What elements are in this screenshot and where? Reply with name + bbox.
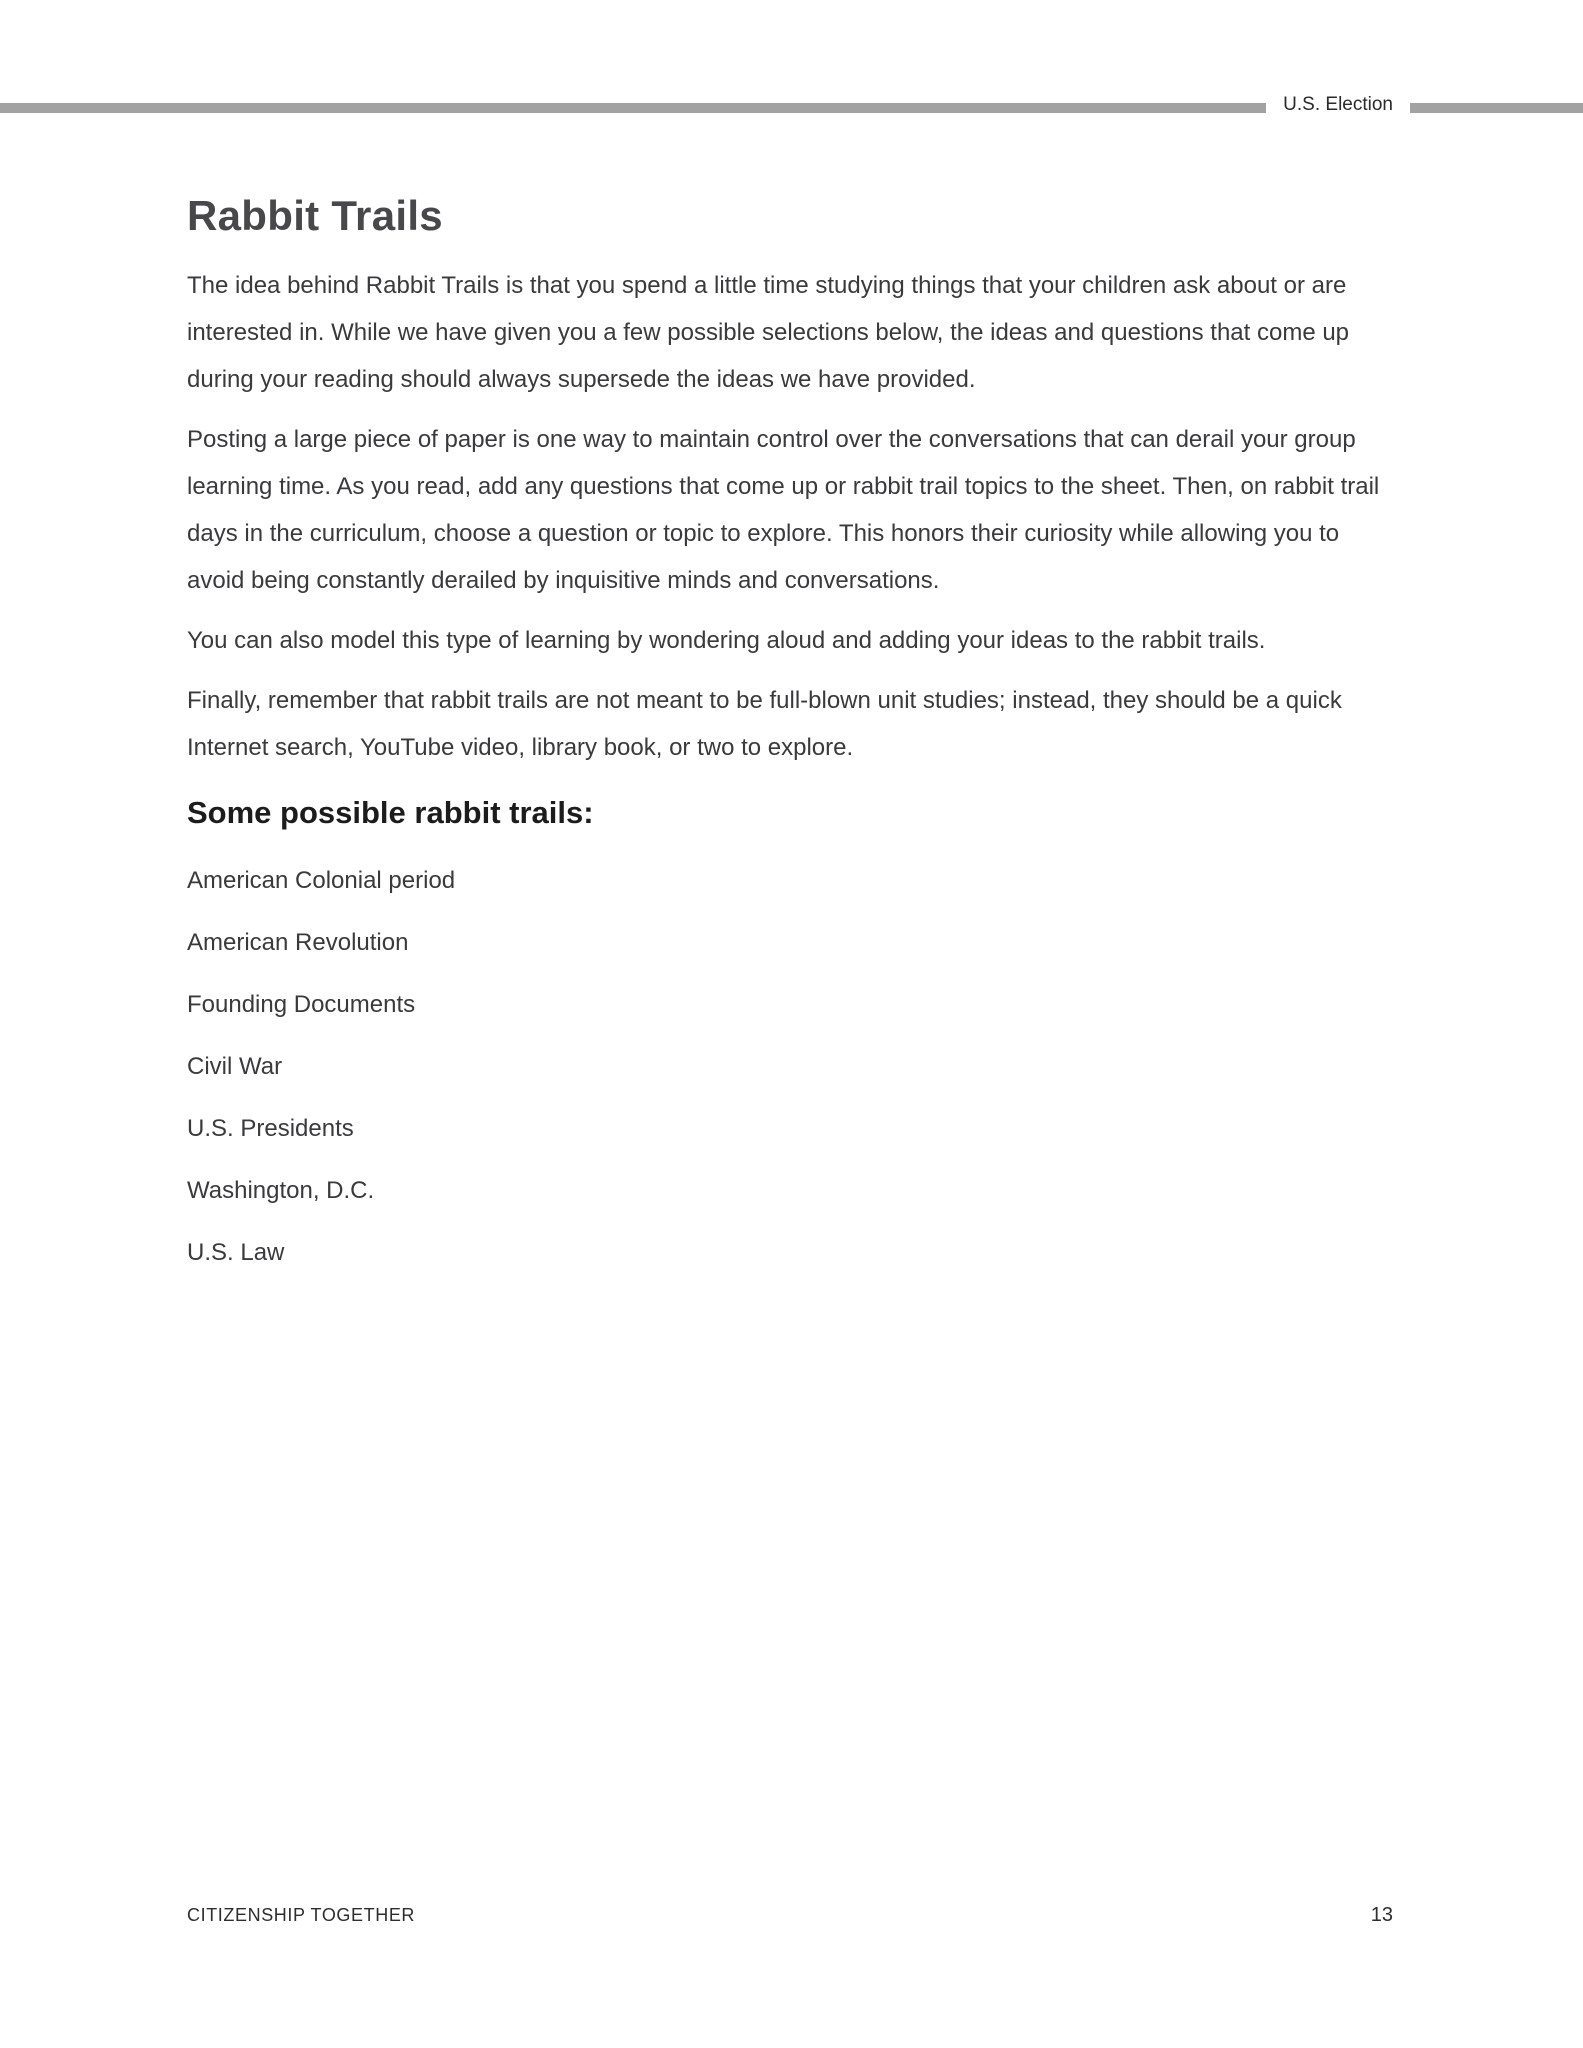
- list-item: Washington, D.C.: [187, 1177, 375, 1204]
- header-rule-right: [1410, 103, 1583, 113]
- paragraph-posting-paper: Posting a large piece of paper is one way to maintain control over the conversations that can derail your group learning time. As you read, add any questions that come up or rabbit trail topics to the sheet. Then, on rabbit trail days in the curriculum, choose a question or topic to explore. This honors their curiosity while allowing you to avoid being constantly derailed by inquisitive minds and conversations.: [187, 426, 1380, 594]
- paragraph-model-learning: You can also model this type of learning by wondering aloud and adding your ideas to the rabbit trails.: [187, 627, 1266, 654]
- rabbit-trails-list: [187, 857, 1393, 1276]
- footer-brand: CITIZENSHIP TOGETHER: [187, 1905, 416, 1925]
- header-rule-left: [0, 103, 1266, 113]
- list-item: U.S. Law: [187, 1239, 285, 1266]
- paragraph-intro: The idea behind Rabbit Trails is that you spend a little time studying things that your children ask about or are interested in. While we have given you a few possible selections below, the ideas and questions that come up during your reading should always supersede the ideas we have provided.: [187, 272, 1350, 393]
- list-item: Civil War: [187, 1053, 283, 1080]
- list-item: U.S. Presidents: [187, 1115, 354, 1142]
- page-footer: [187, 1904, 1393, 1927]
- page-header: [0, 94, 1583, 119]
- page-number: 13: [1370, 1904, 1393, 1926]
- list-item: American Colonial period: [187, 867, 456, 894]
- list-heading: Some possible rabbit trails:: [187, 795, 594, 830]
- header-section-label: U.S. Election: [1283, 94, 1393, 115]
- list-item: American Revolution: [187, 929, 409, 956]
- list-item: Founding Documents: [187, 991, 416, 1018]
- document-body: [187, 192, 1393, 1291]
- page-title: Rabbit Trails: [187, 192, 443, 239]
- paragraph-finally: Finally, remember that rabbit trails are not meant to be full-blown unit studies; instead, they should be a quick Internet search, YouTube video, library book, or two to explore.: [187, 687, 1342, 761]
